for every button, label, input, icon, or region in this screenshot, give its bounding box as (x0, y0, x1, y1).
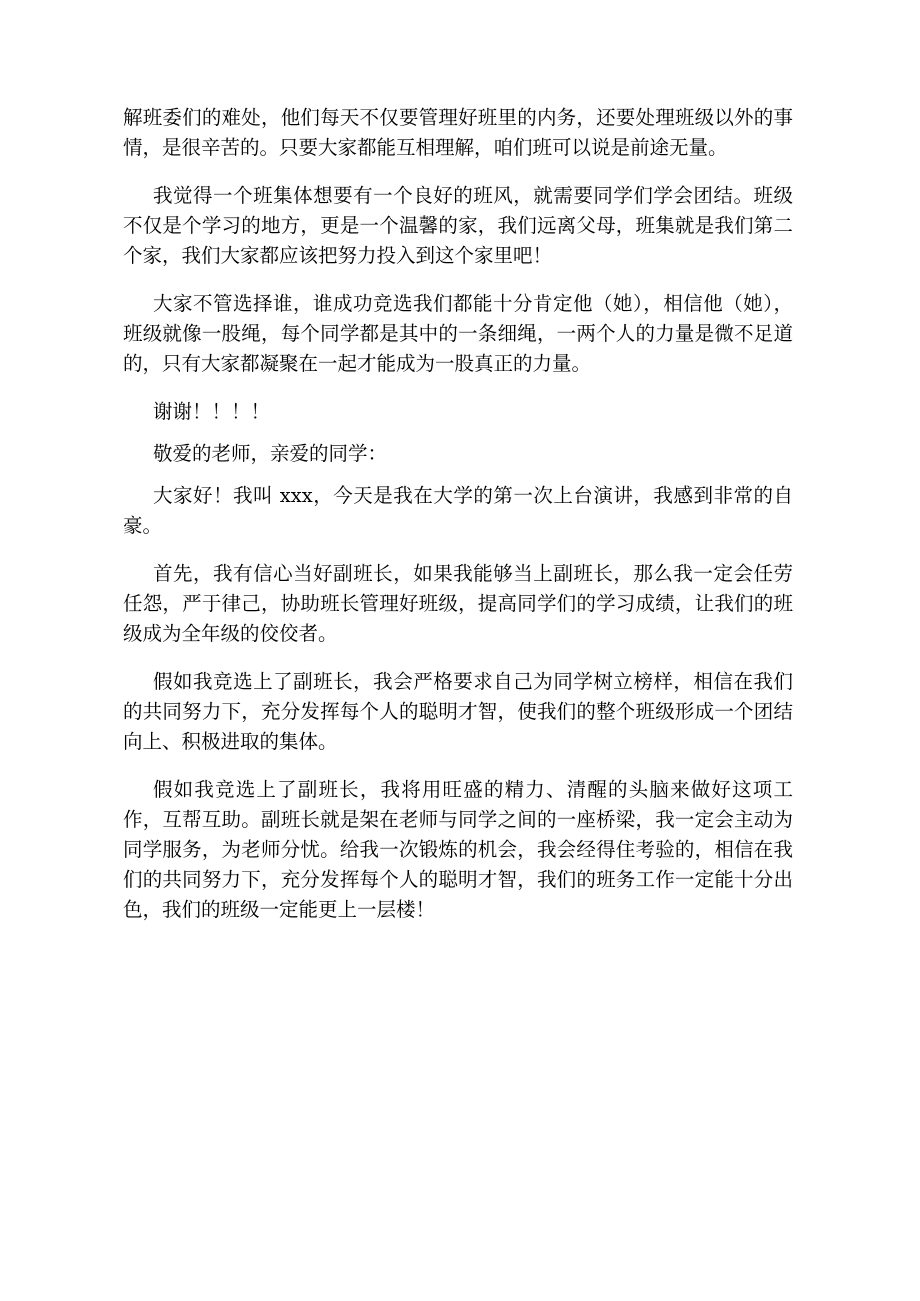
paragraph-class-spirit: 我觉得一个班集体想要有一个良好的班风，就需要同学们学会团结。班级不仅是个学习的地方，更是一个温馨的家，我们远离父母，班集就是我们第二个家，我们大家都应该把努力投入到这个家里吧！ (123, 184, 793, 267)
document-body (123, 103, 793, 943)
paragraph-bridge: 假如我竞选上了副班长，我将用旺盛的精力、清醒的头脑来做好这项工作，互帮互助。副班长就是架在老师与同学之间的一座桥梁，我一定会主动为同学服务，为老师分忧。给我一次锻炼的机会，我会经得住考验的，相信在我们的共同努力下，充分发挥每个人的聪明才智，我们的班务工作一定能十分出色，我们的班级一定能更上一层楼！ (123, 778, 793, 921)
paragraph-continuation: 解班委们的难处，他们每天不仅要管理好班里的内务，还要处理班级以外的事情，是很辛苦的。只要大家都能互相理解，咱们班可以说是前途无量。 (123, 106, 793, 159)
paragraph-salutation: 敬爱的老师，亲爱的同学： (153, 442, 388, 465)
paragraph-unity: 大家不管选择谁，谁成功竞选我们都能十分肯定他（她），相信他（她），班级就像一股绳，每个同学都是其中的一条细绳，一两个人的力量是微不足道的，只有大家都凝聚在一起才能成为一股真正的力量。 (123, 292, 793, 375)
paragraph-greeting: 大家好！我叫 xxx，今天是我在大学的第一次上台演讲，我感到非常的自豪。 (123, 484, 793, 537)
paragraph-role-model: 假如我竞选上了副班长，我会严格要求自己为同学树立榜样，相信在我们的共同努力下，充分发挥每个人的聪明才智，使我们的整个班级形成一个团结向上、积极进取的集体。 (123, 670, 793, 753)
paragraph-confidence: 首先，我有信心当好副班长，如果我能够当上副班长，那么我一定会任劳任怨，严于律己，协助班长管理好班级，提高同学们的学习成绩，让我们的班级成为全年级的佼佼者。 (123, 562, 793, 645)
paragraph-thanks: 谢谢！！！！ (153, 400, 271, 423)
